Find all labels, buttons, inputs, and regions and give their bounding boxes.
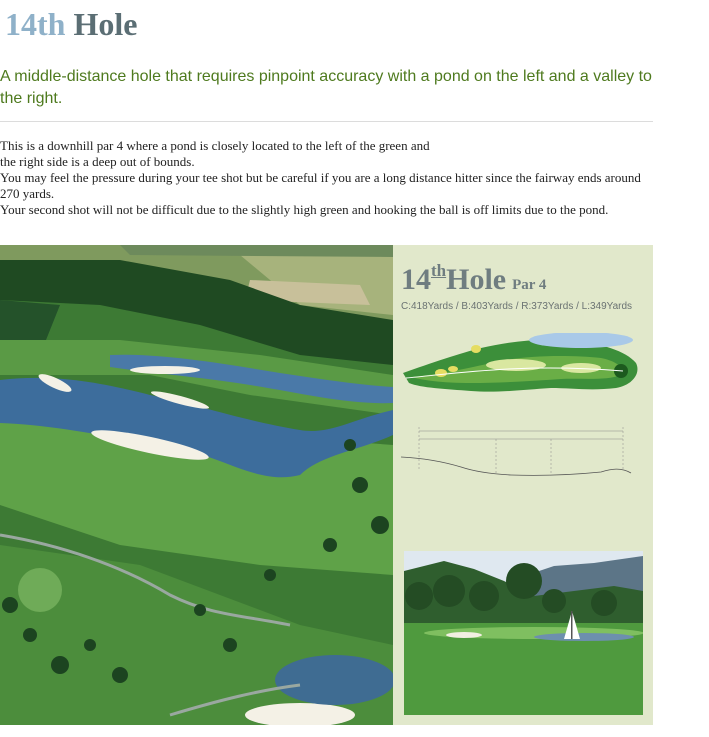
par-label: Par 4 — [512, 277, 547, 293]
hole-info-panel — [393, 245, 653, 725]
description-line: This is a downhill par 4 where a pond is closely located to the left of the green and — [0, 138, 430, 153]
hole-word: Hole — [73, 6, 138, 42]
green-photo — [404, 551, 643, 715]
hole-number: 14th — [5, 6, 66, 42]
panel-hole-suffix: th — [431, 261, 447, 280]
divider — [0, 121, 653, 122]
description-line: the right side is a deep out of bounds. — [0, 154, 195, 169]
yardage-info: C:418Yards / B:403Yards / R:373Yards / L:349Yards — [401, 301, 633, 312]
elevation-profile — [401, 425, 641, 485]
hole-layout-map — [401, 333, 641, 403]
hole-description — [0, 138, 660, 218]
panel-hole-number: 14 — [401, 263, 431, 296]
panel-hole-word: Hole — [446, 263, 507, 296]
hole-subtitle: A middle-distance hole that requires pinpoint accuracy with a pond on the left and a valley to the right. — [0, 68, 652, 107]
panel-title — [401, 261, 546, 297]
description-line: Your second shot will not be difficult due to the slightly high green and hooking the ball is off limits due to the pond. — [0, 202, 609, 217]
aerial-photo — [0, 245, 393, 725]
page-title — [5, 4, 137, 44]
description-line: You may feel the pressure during your tee shot but be careful if you are a long distance hitter since the fairway ends around 270 yards. — [0, 170, 641, 201]
